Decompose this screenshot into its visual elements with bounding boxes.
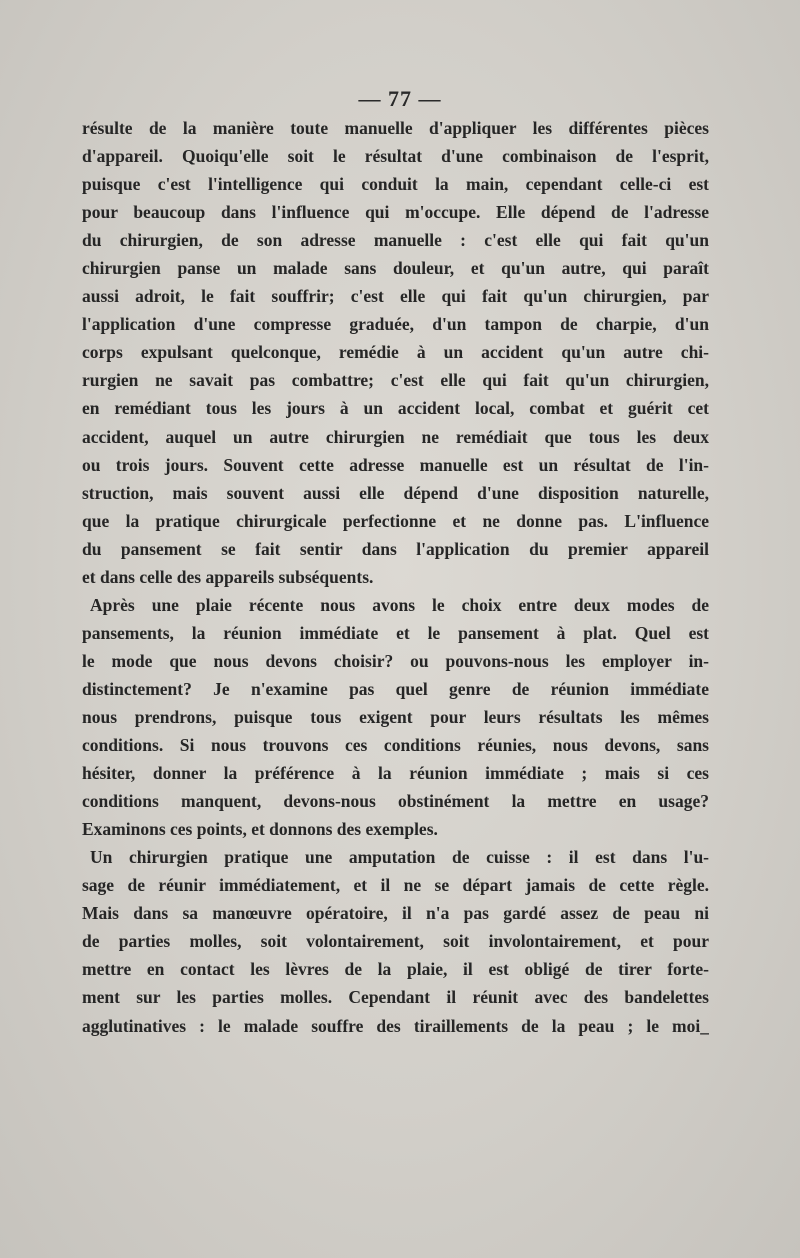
text-line: de parties molles, soit volontairement, soit involontairement, et pour xyxy=(82,931,709,952)
text-line: conditions manquent, devons-nous obstinément la mettre en usage? xyxy=(82,791,709,812)
text-line: ou trois jours. Souvent cette adresse manuelle est un résultat de l'in- xyxy=(82,454,709,475)
text-line: distinctement? Je n'examine pas quel genre de réunion immédiate xyxy=(82,678,709,699)
text-line: d'appareil. Quoiqu'elle soit le résultat d'une combinaison de l'esprit, xyxy=(82,146,709,167)
text-line: Après une plaie récente nous avons le choix entre deux modes de xyxy=(90,594,709,615)
text-line: struction, mais souvent aussi elle dépend d'une disposition naturelle, xyxy=(82,482,709,503)
text-line: accident, auquel un autre chirurgien ne remédiait que tous les deux xyxy=(82,426,709,447)
text-line: l'application d'une compresse graduée, d'un tampon de charpie, d'un xyxy=(82,314,709,335)
text-line: résulte de la manière toute manuelle d'appliquer les différentes pièces xyxy=(82,118,709,138)
text-line: pour beaucoup dans l'influence qui m'occupe. Elle dépend de l'adresse xyxy=(82,202,709,223)
text-line: nous prendrons, puisque tous exigent pour leurs résultats les mêmes xyxy=(82,706,709,727)
text-line: en remédiant tous les jours à un accident local, combat et guérit cet xyxy=(82,398,709,419)
text-line: Examinons ces points, et donnons des exemples. xyxy=(82,819,438,840)
text-line: hésiter, donner la préférence à la réunion immédiate ; mais si ces xyxy=(82,763,709,784)
body-text xyxy=(82,114,709,1040)
text-line: que la pratique chirurgicale perfectionne et ne donne pas. L'influence xyxy=(82,510,709,531)
text-line: du pansement se fait sentir dans l'application du premier appareil xyxy=(82,538,709,559)
text-line: Un chirurgien pratique une amputation de cuisse : il est dans l'u- xyxy=(90,847,709,868)
text-line: ment sur les parties molles. Cependant il réunit avec des bandelettes xyxy=(82,987,709,1008)
text-line: chirurgien panse un malade sans douleur, et qu'un autre, qui paraît xyxy=(82,258,709,279)
text-line: conditions. Si nous trouvons ces conditions réunies, nous devons, sans xyxy=(82,735,709,756)
text-line: le mode que nous devons choisir? ou pouvons-nous les employer in- xyxy=(82,650,709,671)
text-line: Mais dans sa manœuvre opératoire, il n'a pas gardé assez de peau ni xyxy=(82,903,709,924)
text-line: pansements, la réunion immédiate et le pansement à plat. Quel est xyxy=(82,622,709,643)
text-line: puisque c'est l'intelligence qui conduit la main, cependant celle-ci est xyxy=(82,174,709,195)
text-line: du chirurgien, de son adresse manuelle : c'est elle qui fait qu'un xyxy=(82,230,709,251)
text-line: aussi adroit, le fait souffrir; c'est elle qui fait qu'un chirurgien, par xyxy=(82,286,709,307)
text-line: mettre en contact les lèvres de la plaie, il est obligé de tirer forte- xyxy=(82,959,709,980)
text-line: rurgien ne savait pas combattre; c'est elle qui fait qu'un chirurgien, xyxy=(82,370,709,391)
text-line: agglutinatives : le malade souffre des tiraillements de la peau ; le moi_ xyxy=(82,1015,709,1036)
text-line: sage de réunir immédiatement, et il ne se départ jamais de cette règle. xyxy=(82,875,709,896)
text-line: et dans celle des appareils subséquents. xyxy=(82,566,374,587)
text-line: corps expulsant quelconque, remédie à un accident qu'un autre chi- xyxy=(82,342,709,363)
page-number: — 77 — xyxy=(358,86,442,111)
